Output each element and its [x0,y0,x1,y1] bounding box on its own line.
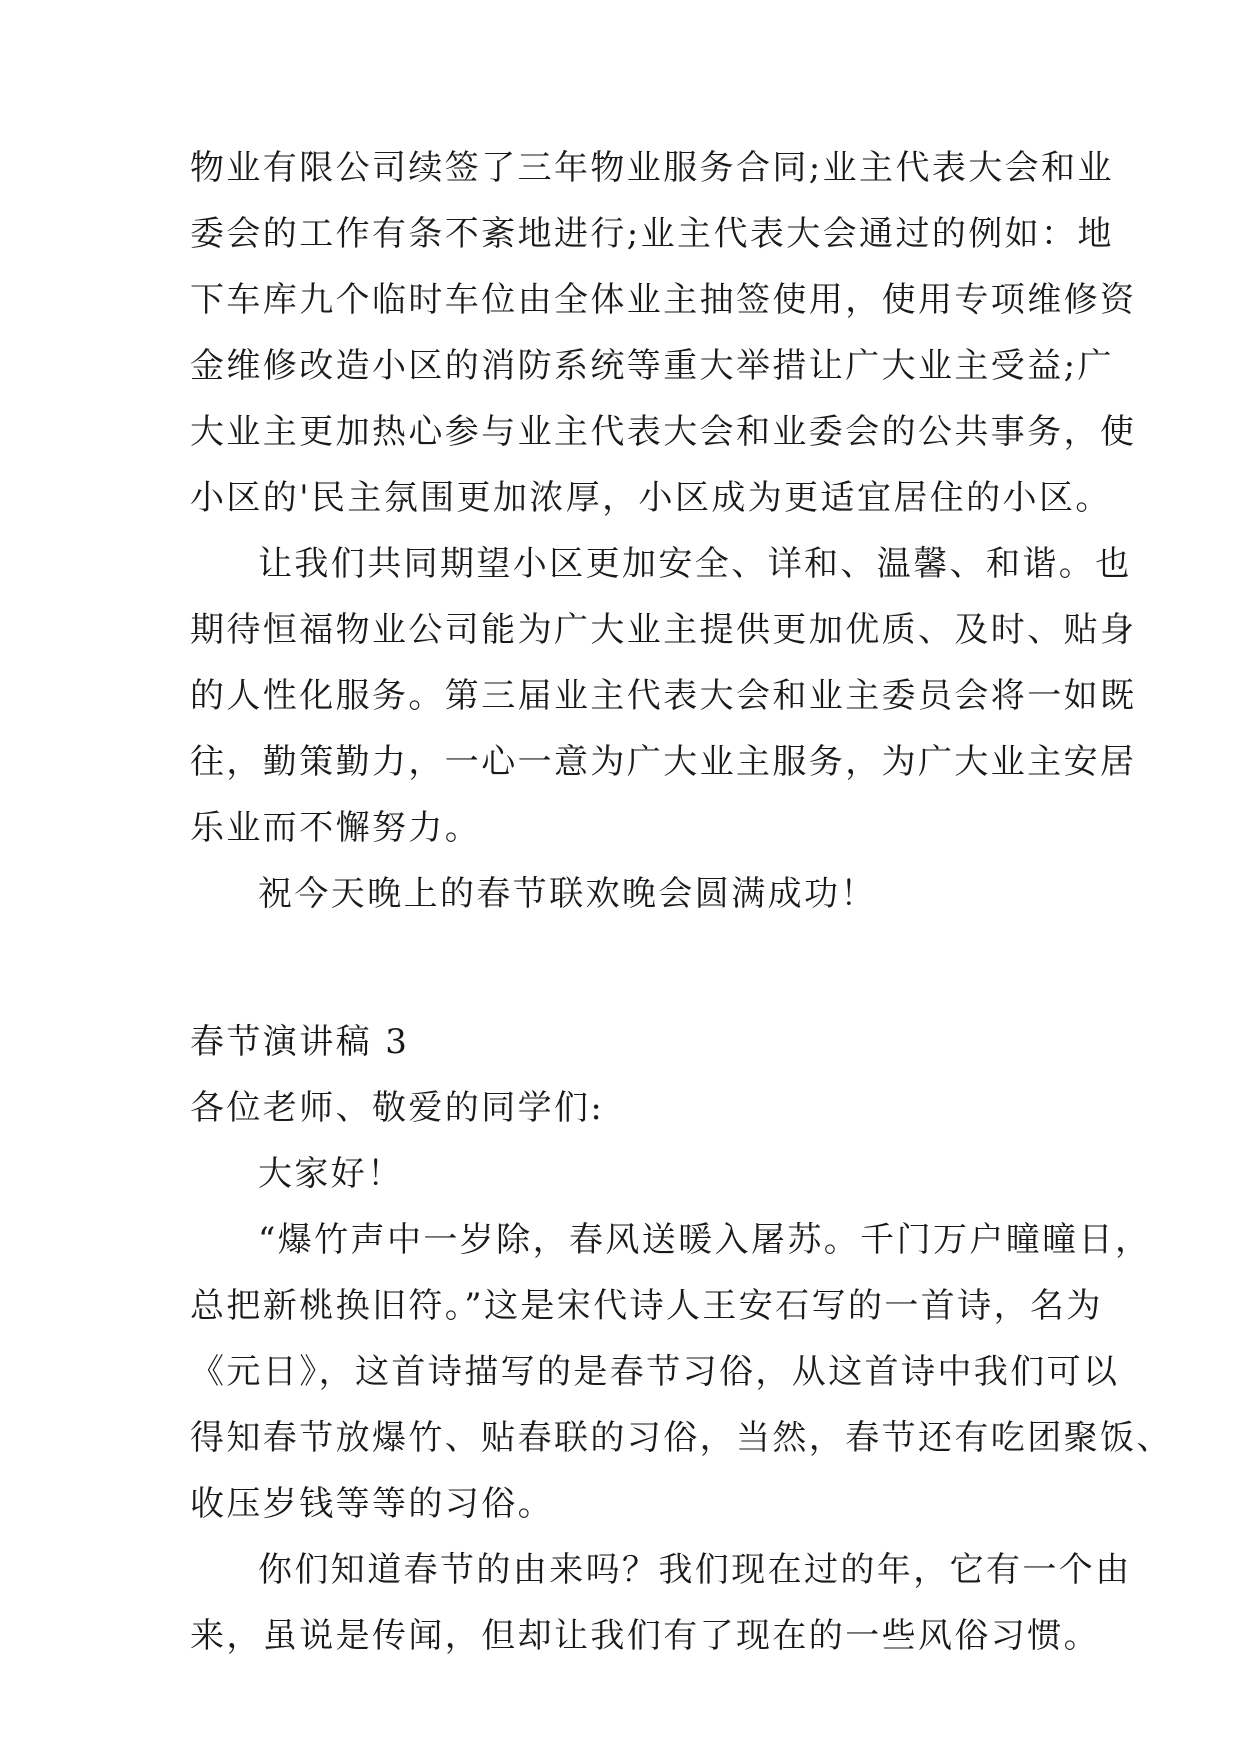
paragraph-line: 《元日》，这首诗描写的是春节习俗，从这首诗中我们可以 [190,1352,1120,1392]
paragraph-line: 大业主更加热心参与业主代表大会和业委会的公共事务，使 [190,412,1137,452]
paragraph-line: 大家好！ [258,1154,404,1194]
paragraph-line: 总把新桃换旧符。”这是宋代诗人王安石写的一首诗，名为 [190,1286,1103,1326]
paragraph-line: 让我们共同期望小区更加安全、详和、温馨、和谐。也 [258,544,1132,584]
paragraph-line: “爆竹声中一岁除，春风送暖入屠苏。千门万户曈曈日， [258,1220,1152,1260]
paragraph-line: 祝今天晚上的春节联欢晚会圆满成功！ [258,874,877,914]
paragraph-line: 得知春节放爆竹、贴春联的习俗，当然，春节还有吃团聚饭、 [190,1418,1173,1458]
paragraph-line: 的人性化服务。第三届业主代表大会和业主委员会将一如既 [190,676,1137,716]
paragraph-line: 来，虽说是传闻，但却让我们有了现在的一些风俗习惯。 [190,1616,1100,1656]
paragraph-line: 小区的'民主氛围更加浓厚，小区成为更适宜居住的小区。 [190,478,1112,518]
paragraph-line: 收压岁钱等等的习俗。 [190,1484,554,1524]
paragraph-line: 期待恒福物业公司能为广大业主提供更加优质、及时、贴身 [190,610,1137,650]
paragraph-line: 物业有限公司续签了三年物业服务合同;业主代表大会和业 [190,148,1114,188]
paragraph-line: 金维修改造小区的消防系统等重大举措让广大业主受益;广 [190,346,1114,386]
section-title: 春节演讲稿 3 [190,1022,410,1062]
paragraph-line: 往，勤策勤力，一心一意为广大业主服务，为广大业主安居 [190,742,1137,782]
paragraph-line: 委会的工作有条不紊地进行;业主代表大会通过的例如：地 [190,214,1114,254]
paragraph-line: 乐业而不懈努力。 [190,808,482,848]
paragraph-line: 你们知道春节的由来吗？我们现在过的年，它有一个由 [258,1550,1132,1590]
salutation: 各位老师、敬爱的同学们: [190,1088,605,1128]
paragraph-line: 下车库九个临时车位由全体业主抽签使用，使用专项维修资 [190,280,1137,320]
